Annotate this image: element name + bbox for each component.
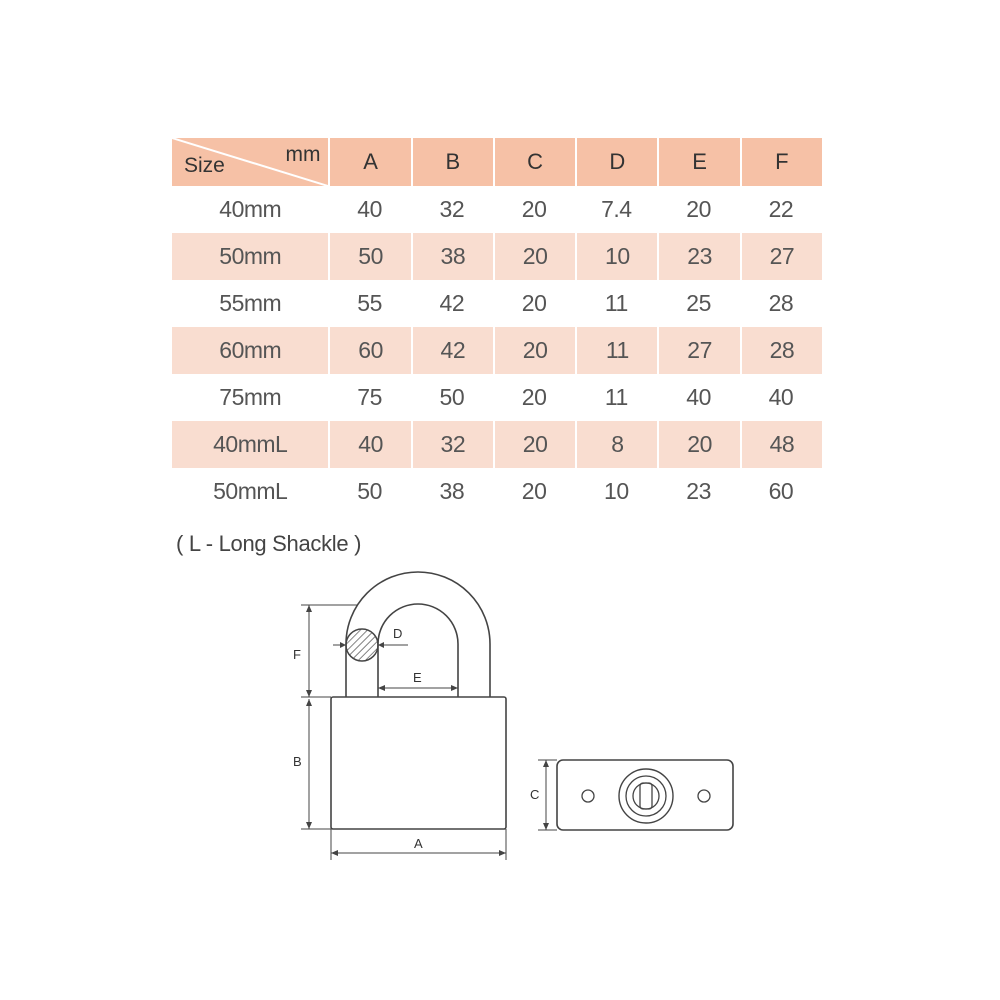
shackle-cross-section (346, 629, 378, 661)
dimension-cell-b: 38 (411, 233, 493, 280)
dimension-cell-c: 20 (493, 421, 575, 468)
size-cell: 55mm (219, 290, 282, 316)
column-header-e: E (657, 138, 739, 186)
dimension-cell-f: 40 (768, 384, 794, 410)
long-shackle-note: ( L - Long Shackle ) (176, 531, 362, 556)
dimension-b (301, 699, 331, 829)
dimension-cell-f: 48 (740, 421, 822, 468)
dimension-cell-d: 11 (604, 290, 628, 316)
dimension-cell-e: 40 (686, 384, 711, 410)
column-header-a: A (328, 138, 410, 186)
dimension-cell-f: 22 (768, 196, 794, 222)
size-cell: 60mm (172, 327, 328, 374)
column-header-d: D (575, 138, 657, 186)
dimension-cell-c: 20 (521, 384, 547, 410)
size-cell: 50mm (172, 233, 328, 280)
dimension-cell-f: 27 (740, 233, 822, 280)
label-b: B (293, 754, 302, 769)
dimension-cell-d: 7.4 (601, 196, 632, 222)
column-header-b: B (411, 138, 493, 186)
column-header-c: C (493, 138, 575, 186)
dimension-cell-b: 32 (411, 421, 493, 468)
label-f: F (293, 647, 301, 662)
dimension-cell-a: 50 (357, 478, 382, 504)
dimension-cell-f: 60 (768, 478, 794, 504)
dimension-cell-e: 20 (686, 196, 711, 222)
label-d: D (393, 626, 403, 641)
dimension-cell-d: 11 (604, 384, 628, 410)
dimension-cell-b: 42 (439, 290, 465, 316)
dimension-e (378, 685, 458, 691)
dimension-cell-b: 38 (439, 478, 465, 504)
label-a: A (414, 836, 423, 851)
dimension-cell-b: 32 (439, 196, 465, 222)
dimension-cell-c: 20 (521, 196, 547, 222)
dimension-cell-c: 20 (493, 233, 575, 280)
dimension-cell-b: 42 (411, 327, 493, 374)
dimension-cell-c: 20 (493, 327, 575, 374)
dimension-cell-b: 50 (439, 384, 465, 410)
dimension-cell-c: 20 (521, 478, 547, 504)
dimension-cell-d: 10 (575, 233, 657, 280)
dimension-cell-e: 23 (657, 233, 739, 280)
dimension-cell-d: 10 (604, 478, 629, 504)
dimension-cell-a: 60 (328, 327, 410, 374)
size-label: Size (184, 154, 225, 177)
size-cell: 75mm (219, 384, 282, 410)
dimension-cell-a: 40 (328, 421, 410, 468)
column-header-f: F (740, 138, 822, 186)
label-c: C (530, 787, 540, 802)
dimension-cell-c: 20 (521, 290, 547, 316)
dimension-cell-e: 25 (686, 290, 711, 316)
dimension-cell-d: 8 (575, 421, 657, 468)
dimension-cell-a: 55 (357, 290, 382, 316)
dimension-cell-e: 23 (686, 478, 711, 504)
dimension-c (538, 760, 557, 830)
dimension-cell-a: 75 (357, 384, 382, 410)
size-cell: 40mm (219, 196, 282, 222)
size-cell: 50mmL (213, 478, 288, 504)
dimension-cell-a: 50 (328, 233, 410, 280)
lock-body-drawing (331, 697, 506, 829)
dimension-cell-d: 11 (575, 327, 657, 374)
label-e: E (413, 670, 422, 685)
dimension-cell-e: 27 (657, 327, 739, 374)
unit-label: mm (285, 143, 321, 166)
size-cell: 40mmL (172, 421, 328, 468)
dimension-cell-a: 40 (357, 196, 382, 222)
dimension-cell-f: 28 (768, 290, 794, 316)
dimension-cell-e: 20 (657, 421, 739, 468)
dimension-cell-f: 28 (740, 327, 822, 374)
lock-bottom-view (557, 760, 733, 830)
